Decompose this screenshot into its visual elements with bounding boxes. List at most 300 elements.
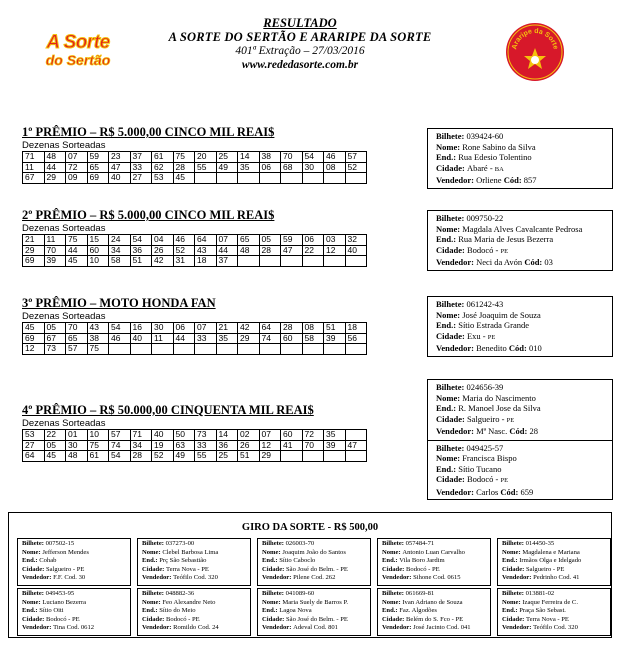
dezena-cell: 45 (23, 323, 45, 334)
dezena-cell: 57 (109, 430, 131, 441)
dezena-cell: 67 (44, 333, 66, 344)
dezena-cell: 43 (87, 323, 109, 334)
dezena-cell: 51 (238, 451, 260, 462)
cidade-label: Cidade: (436, 244, 467, 255)
giro-label: Vendedor: (262, 624, 294, 632)
giro-vendedor (22, 624, 126, 633)
dezena-cell: 64 (195, 235, 217, 246)
giro-row (22, 557, 126, 566)
giro-label: End.: (382, 557, 400, 565)
giro-value: Bodocó - PE (406, 565, 440, 573)
dezena-cell: 49 (173, 451, 195, 462)
dezena-cell: 05 (44, 440, 66, 451)
dezena-cell: 43 (195, 245, 217, 256)
giro-row (22, 549, 126, 558)
giro-row (262, 566, 366, 575)
dezena-cell: 41 (281, 440, 303, 451)
cod-value: 03 (544, 257, 553, 267)
vendedor-label: Vendedor: (436, 343, 477, 353)
dezena-cell: 07 (216, 235, 238, 246)
end-label: End.: (436, 403, 459, 413)
giro-vendedor (502, 624, 606, 633)
giro-row (22, 590, 126, 599)
giro-label: End.: (22, 557, 40, 565)
logo-right-text: Araripe da Sorte (511, 27, 559, 51)
dezenas-row (23, 344, 367, 355)
bilhete-label: Bilhete: (436, 131, 467, 141)
dezena-cell: 48 (238, 245, 260, 256)
dezena-cell: 53 (23, 430, 45, 441)
dezena-cell: 62 (152, 162, 174, 173)
dezena-cell: 36 (130, 245, 152, 256)
giro-value: São José do Belm. - PE (286, 565, 348, 573)
dezena-cell: 48 (44, 152, 66, 163)
giro-row (142, 566, 246, 575)
giro-title: GIRO DA SORTE - R$ 500,00 (241, 522, 379, 533)
dezena-cell (259, 256, 281, 267)
bilhete-label: Bilhete: (436, 382, 467, 392)
giro-value: Pedrinho Cod. 41 (533, 574, 580, 582)
cod-label: Cód: (509, 426, 530, 436)
giro-label: Bilhete: (382, 540, 406, 547)
dezena-cell: 60 (281, 430, 303, 441)
dezena-cell: 59 (87, 152, 109, 163)
prize-title: 3º PRÊMIO – MOTO HONDA FAN (22, 296, 216, 310)
giro-label: End.: (382, 607, 400, 615)
dezenas-table (22, 429, 367, 462)
dezena-cell: 75 (87, 344, 109, 355)
dezena-cell (109, 344, 131, 355)
dezena-cell (195, 173, 217, 184)
dezena-cell: 16 (130, 323, 152, 334)
bilhete-value: 009750-22 (466, 213, 504, 223)
header-title: RESULTADO (263, 16, 337, 30)
giro-label: Nome: (22, 548, 43, 556)
giro-entry (257, 538, 371, 586)
bilhete-value: 039424-60 (466, 131, 504, 141)
winner-bilhete (436, 213, 604, 224)
dezena-cell: 14 (238, 152, 260, 163)
dezenas-table (22, 234, 367, 267)
giro-da-sorte-section (8, 512, 612, 638)
giro-vendedor (382, 624, 486, 633)
dezena-cell: 38 (87, 333, 109, 344)
dezena-cell: 69 (23, 333, 45, 344)
dezena-cell: 75 (66, 235, 88, 246)
cidade-value: Bodocó - (466, 474, 501, 484)
cidade-label: Cidade: (436, 413, 467, 424)
dezena-cell: 21 (23, 235, 45, 246)
giro-value: José Jacinto Cod. 041 (413, 624, 471, 632)
dezena-cell: 10 (87, 256, 109, 267)
dezena-cell: 58 (109, 256, 131, 267)
giro-row (22, 599, 126, 608)
nome-value: Rone Sabino da Silva (462, 141, 536, 152)
logo-left-line1: A Sorte (46, 32, 110, 53)
giro-row (262, 590, 366, 599)
giro-vendedor (22, 574, 126, 583)
giro-entry (17, 538, 131, 586)
dezenas-row (23, 333, 367, 344)
dezena-cell: 36 (216, 440, 238, 451)
dezena-cell: 54 (302, 152, 324, 163)
giro-value: Sítio do Meio (159, 607, 196, 615)
uf-value: PE (500, 477, 509, 484)
giro-label: Vendedor: (262, 574, 294, 582)
dezena-cell: 20 (195, 152, 217, 163)
dezena-cell: 12 (259, 440, 281, 451)
giro-label: Nome: (502, 598, 523, 606)
giro-label: Bilhete: (262, 590, 286, 597)
cod-value: 010 (528, 343, 542, 353)
giro-entry (377, 588, 491, 636)
dezenas-row (23, 430, 367, 441)
giro-value: Cohab (39, 557, 57, 565)
giro-row (142, 607, 246, 616)
dezena-cell (281, 451, 303, 462)
end-label: End.: (436, 152, 459, 162)
giro-entry (377, 538, 491, 586)
cidade-label: Cidade: (436, 474, 467, 484)
giro-label: Bilhete: (262, 540, 286, 547)
winner-vendedor (436, 343, 604, 354)
dezena-cell: 40 (345, 245, 367, 256)
dezena-cell (302, 344, 324, 355)
dezena-cell (345, 451, 367, 462)
dezena-cell: 14 (216, 430, 238, 441)
dezena-cell: 46 (173, 235, 195, 246)
winner-cidade (436, 474, 604, 487)
dezena-cell (324, 344, 346, 355)
winner-bilhete (436, 382, 604, 393)
dezena-cell: 39 (44, 256, 66, 267)
giro-value: Jefferson Mendes (42, 548, 89, 556)
dezenas-label: Dezenas Sorteadas (22, 223, 106, 234)
nome-value: Francisca Bispo (462, 453, 517, 463)
dezena-cell: 03 (324, 235, 346, 246)
dezena-cell (130, 344, 152, 355)
end-label: End.: (436, 234, 459, 244)
dezenas-row (23, 235, 367, 246)
dezena-cell: 73 (195, 430, 217, 441)
giro-row (262, 557, 366, 566)
giro-label: Nome: (502, 548, 523, 556)
dezena-cell: 15 (87, 235, 109, 246)
dezena-cell (216, 344, 238, 355)
winner-divider (428, 440, 612, 441)
dezena-cell: 39 (324, 333, 346, 344)
dezena-cell: 24 (109, 235, 131, 246)
uf-value: PE (506, 416, 515, 424)
giro-row (382, 540, 486, 549)
dezena-cell: 44 (44, 162, 66, 173)
vendedor-value: Carlos (476, 486, 501, 497)
giro-row (382, 557, 486, 566)
dezena-cell (302, 173, 324, 184)
dezena-cell: 44 (173, 333, 195, 344)
dezena-cell: 75 (87, 440, 109, 451)
giro-value: Sítio Caboclo (279, 557, 316, 565)
dezena-cell: 33 (195, 440, 217, 451)
dezena-cell: 10 (87, 430, 109, 441)
winner-vendedor (436, 487, 604, 498)
giro-row (382, 607, 486, 616)
dezena-cell: 29 (238, 333, 260, 344)
bilhete-value: 024656-39 (466, 382, 504, 392)
dezena-cell (216, 173, 238, 184)
giro-row (502, 549, 606, 558)
giro-label: Bilhete: (502, 540, 526, 547)
giro-value: 061669-81 (405, 590, 435, 597)
dezena-cell: 30 (152, 323, 174, 334)
giro-label: Nome: (142, 548, 163, 556)
dezena-cell: 64 (259, 323, 281, 334)
dezena-cell (259, 173, 281, 184)
giro-label: Nome: (262, 598, 283, 606)
dezena-cell: 50 (173, 430, 195, 441)
dezena-cell: 19 (152, 440, 174, 451)
cidade-value: Exu - (466, 330, 488, 341)
prize-title: 2º PRÊMIO – R$ 5.000,00 CINCO MIL REAI$ (22, 208, 275, 222)
giro-row (382, 566, 486, 575)
header-website: www.rededasorte.com.br (241, 59, 359, 71)
dezena-cell: 64 (23, 451, 45, 462)
dezena-cell: 32 (345, 235, 367, 246)
giro-value: Ivan Adriano de Souza (402, 598, 463, 606)
giro-label: Bilhete: (22, 540, 46, 547)
giro-value: Salgueiro - PE (526, 565, 565, 573)
logo-left-line2: do Sertão (45, 52, 111, 68)
dezena-cell: 47 (109, 162, 131, 173)
cod-value: 857 (523, 175, 537, 185)
winner-nome (436, 393, 604, 404)
araripe-da-sorte-logo (505, 22, 565, 82)
giro-label: Nome: (382, 598, 403, 606)
giro-value: Teófilo Cod. 320 (173, 574, 218, 582)
giro-label: Cidade: (382, 565, 406, 573)
dezena-cell: 34 (130, 440, 152, 451)
bilhete-label: Bilhete: (436, 299, 467, 309)
giro-row (262, 549, 366, 558)
dezena-cell: 72 (302, 430, 324, 441)
prize-section-4 (22, 403, 367, 462)
dezena-cell: 28 (173, 162, 195, 173)
dezena-cell: 57 (66, 344, 88, 355)
cidade-value: Salgueiro - (466, 413, 507, 424)
dezena-cell: 51 (130, 256, 152, 267)
giro-label: Nome: (382, 548, 403, 556)
nome-label: Nome: (436, 453, 463, 463)
winner-box-3 (427, 296, 613, 357)
dezena-cell: 47 (281, 245, 303, 256)
dezena-cell: 09 (66, 173, 88, 184)
vendedor-label: Vendedor: (436, 426, 477, 436)
dezena-cell: 06 (259, 162, 281, 173)
giro-row (142, 590, 246, 599)
dezena-cell: 26 (152, 245, 174, 256)
giro-row (502, 607, 606, 616)
dezenas-row (23, 162, 367, 173)
giro-value: Bodocó - PE (166, 615, 200, 623)
dezena-cell: 69 (87, 173, 109, 184)
dezena-cell: 23 (109, 152, 131, 163)
giro-value: Vila Boro Jardim (399, 557, 445, 565)
dezenas-label: Dezenas Sorteadas (22, 418, 106, 429)
cod-label: Cód: (524, 257, 545, 267)
bilhete-label: Bilhete: (436, 442, 467, 453)
dezena-cell: 07 (259, 430, 281, 441)
giro-row (142, 599, 246, 608)
dezena-cell: 12 (324, 245, 346, 256)
giro-label: Cidade: (502, 565, 526, 573)
winner-cidade (436, 245, 604, 258)
giro-entry (257, 588, 371, 636)
dezena-cell: 65 (66, 333, 88, 344)
cod-value: 28 (529, 426, 538, 436)
winner-nome (436, 224, 604, 235)
dezena-cell: 55 (195, 451, 217, 462)
cidade-value: Abaré - (466, 162, 495, 173)
dezenas-label: Dezenas Sorteadas (22, 311, 106, 322)
end-label: End.: (436, 463, 459, 474)
giro-value: 013881-02 (525, 590, 555, 597)
dezenas-row (23, 440, 367, 451)
dezena-cell: 04 (152, 235, 174, 246)
giro-label: Vendedor: (502, 574, 534, 582)
dezenas-table (22, 151, 367, 184)
giro-label: Cidade: (262, 615, 286, 623)
giro-value: Teófilo Cod. 320 (533, 624, 578, 632)
giro-label: Cidade: (382, 615, 406, 623)
giro-value: Lagoa Nova (279, 607, 312, 615)
dezena-cell: 58 (302, 333, 324, 344)
vendedor-value: Mª Nasc. (476, 426, 510, 436)
dezena-cell (238, 173, 260, 184)
dezena-cell: 44 (216, 245, 238, 256)
giro-value: 057484-71 (405, 540, 435, 547)
giro-value: Feo Alexandre Neto (162, 598, 216, 606)
dezena-cell: 11 (152, 333, 174, 344)
dezena-cell: 45 (44, 451, 66, 462)
winner-box-4 (427, 379, 613, 500)
dezena-cell: 52 (345, 162, 367, 173)
dezena-cell: 52 (173, 245, 195, 256)
giro-label: End.: (502, 607, 520, 615)
giro-label: Nome: (262, 548, 283, 556)
winner-vendedor (436, 426, 604, 437)
dezena-cell: 71 (130, 430, 152, 441)
end-value: Sítio Tucano (458, 463, 502, 474)
dezena-cell: 45 (173, 173, 195, 184)
end-value: R. Manoel Jose da Silva (458, 403, 541, 413)
giro-value: Magdalena e Mariana (522, 548, 580, 556)
dezena-cell: 71 (23, 152, 45, 163)
giro-value: Sihone Cod. 0615 (413, 574, 461, 582)
giro-label: End.: (22, 607, 40, 615)
dezena-cell: 28 (130, 451, 152, 462)
giro-label: End.: (262, 557, 280, 565)
giro-row (142, 540, 246, 549)
winner-cidade (436, 331, 604, 344)
dezena-cell: 21 (216, 323, 238, 334)
dezena-cell: 49 (216, 162, 238, 173)
dezena-cell: 42 (238, 323, 260, 334)
dezena-cell: 37 (130, 152, 152, 163)
giro-row (502, 590, 606, 599)
dezena-cell (324, 451, 346, 462)
dezena-cell: 68 (281, 162, 303, 173)
dezena-cell: 69 (23, 256, 45, 267)
giro-value: Bodocó - PE (46, 615, 80, 623)
giro-row (262, 540, 366, 549)
giro-row (262, 616, 366, 625)
dezena-cell: 40 (109, 173, 131, 184)
giro-label: Bilhete: (142, 540, 166, 547)
giro-value: 048882-36 (165, 590, 195, 597)
dezena-cell (281, 344, 303, 355)
giro-label: End.: (262, 607, 280, 615)
dezena-cell: 22 (302, 245, 324, 256)
dezena-cell: 29 (259, 451, 281, 462)
giro-vendedor (262, 574, 366, 583)
dezena-cell: 29 (44, 173, 66, 184)
dezena-cell: 18 (195, 256, 217, 267)
giro-row (502, 540, 606, 549)
winner-end (436, 152, 604, 163)
giro-value: 026003-70 (285, 540, 315, 547)
dezena-cell (324, 256, 346, 267)
dezena-cell: 52 (152, 451, 174, 462)
giro-label: End.: (502, 557, 520, 565)
winner-nome (436, 142, 604, 153)
dezena-cell: 39 (324, 440, 346, 451)
giro-value: Izaque Ferreira de C. (522, 598, 578, 606)
giro-row (502, 566, 606, 575)
dezena-cell: 35 (324, 430, 346, 441)
giro-label: Bilhete: (142, 590, 166, 597)
dezena-cell: 70 (302, 440, 324, 451)
giro-row (502, 557, 606, 566)
nome-label: Nome: (436, 309, 463, 320)
dezenas-row (23, 451, 367, 462)
dezena-cell: 67 (23, 173, 45, 184)
dezena-cell: 70 (281, 152, 303, 163)
dezena-cell: 48 (66, 451, 88, 462)
dezenas-row (23, 256, 367, 267)
dezena-cell: 42 (152, 256, 174, 267)
dezena-cell: 46 (109, 333, 131, 344)
prize-section-1 (22, 125, 367, 184)
dezena-cell: 59 (281, 235, 303, 246)
vendedor-label: Vendedor: (436, 486, 477, 497)
vendedor-value: Benedito (476, 343, 509, 353)
giro-row (22, 607, 126, 616)
nome-value: Maria do Nascimento (462, 392, 536, 403)
winner-box-2 (427, 210, 613, 271)
dezena-cell: 74 (109, 440, 131, 451)
giro-value: Antonio Luan Carvalho (402, 548, 465, 556)
dezena-cell (345, 173, 367, 184)
cidade-label: Cidade: (436, 330, 467, 341)
giro-value: Luciano Bezerra (42, 598, 87, 606)
giro-value: 049453-95 (45, 590, 75, 597)
giro-label: Bilhete: (502, 590, 526, 597)
dezena-cell: 40 (130, 333, 152, 344)
giro-row (142, 557, 246, 566)
giro-row (262, 607, 366, 616)
giro-value: Adeval Cod. 801 (293, 624, 338, 632)
dezena-cell: 08 (324, 162, 346, 173)
